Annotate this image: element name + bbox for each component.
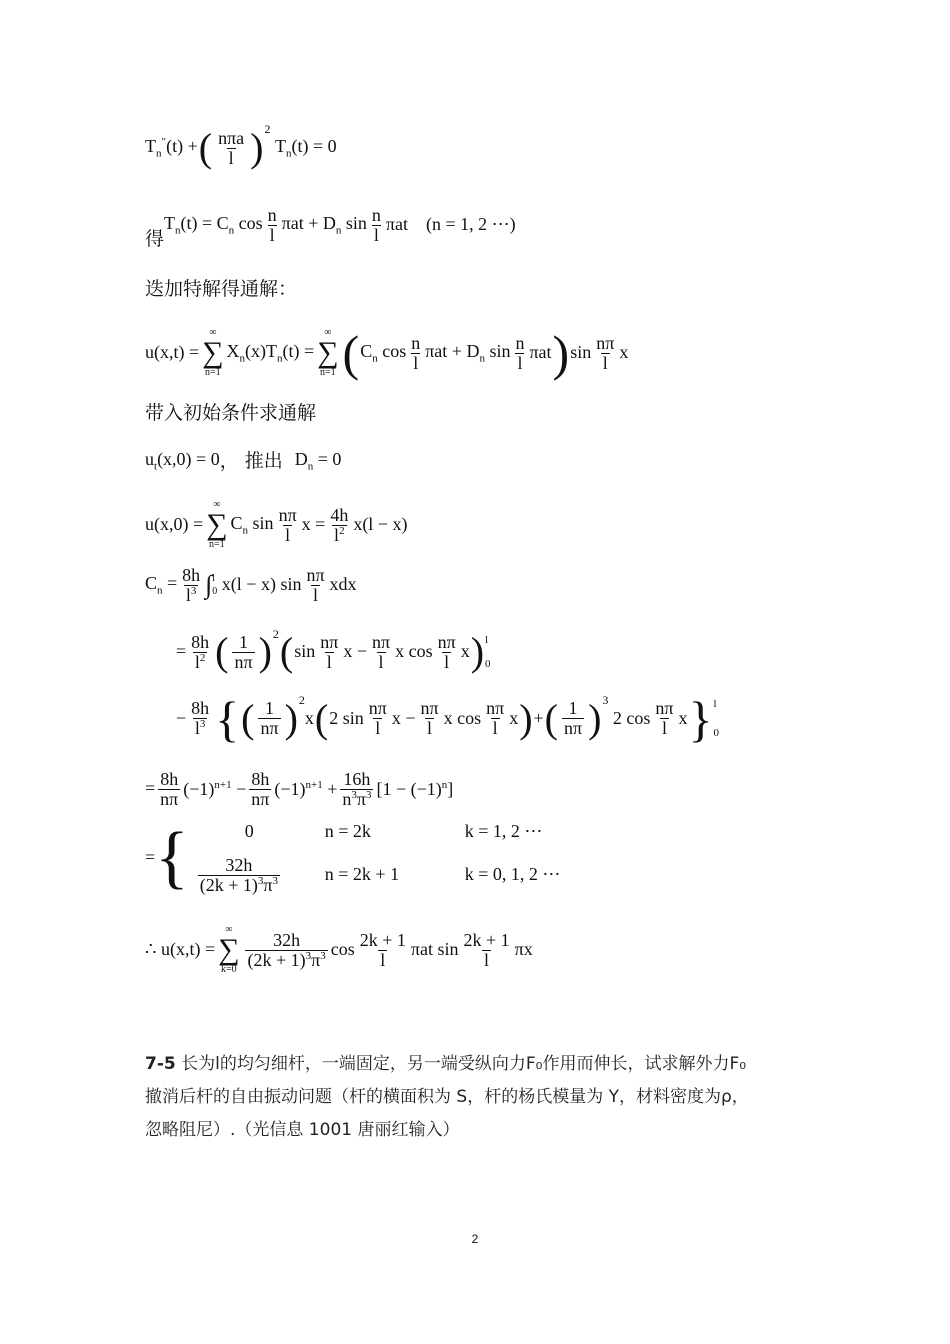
equation-3: u(x,t) = ∞ ∑ n=1 $X_n(x)T_n(t)$ = ∞ ∑ n=1 ( $C_n$ cos $\frac{n}{l}$ $\pi at + D_n$ sin $\frac{n}{l}$ πat ) sin $\frac{n\pi}{l}$ x [145, 325, 629, 381]
equation-9-solution: ∴ u(x,t) = ∞ ∑ k=0 $\frac{32h}{(2k + 1)^3\pi^3}$ cos $\frac{2k + 1}{l}$ πat sin $\frac{2k + 1}{l}$ πx [145, 924, 533, 975]
de-char: 得 [145, 227, 165, 250]
cases-grid [195, 822, 615, 895]
equation-5: $C_n$ = $\frac{8h}{l^3}$ ∫ l 0 x(l − x) sin $\frac{n\pi}{l}$ xdx [145, 565, 357, 605]
case-2-range: k = 0, 1, 2 ⋯ [464, 864, 561, 885]
problem-line-1 [145, 1048, 815, 1081]
case-1-condition: n = 2k [324, 821, 371, 841]
initial-condition-line: $u_t(x,0) = 0$ ， 推出 $D_n = 0$ [145, 449, 342, 473]
piecewise-cases: = { 0 n = 2k k = 1, 2 ⋯ $\frac{32h}{(2k + 1)^3\pi^3}$ n = 2k + 1 k = 0, 1, 2 ⋯ [145, 822, 615, 895]
equation-6: = $\frac{8h}{l^2}$ ( $\frac{1}{n\pi}$ ) 2 ( sin $\frac{n\pi}{l}$ x − $\frac{n\pi}{l}$ x cos $\frac{n\pi}{l}$ x ) l 0 [176, 626, 491, 675]
problem-line-3: 忽略阻尼）.（光信息 1001 唐丽红输入） [145, 1120, 460, 1140]
case-1-range: k = 1, 2 ⋯ [464, 821, 543, 841]
case-1-value: 0 [244, 821, 254, 841]
equation-8: = $\frac{8h}{n\pi}$ $(-1)^{n+1}$ − $\frac{8h}{n\pi}$ $(-1)^{n+1}$ + $\frac{16h}{n^3\pi^3}$ $[1 - (-1)^n]$ [145, 769, 454, 809]
heading-superposition: 迭加特解得通解： [145, 278, 298, 300]
problem-number: 7-5 [145, 1054, 176, 1074]
case-2-value: $\frac{32h}{(2k + 1)^3\pi^3}$ [199, 854, 278, 895]
equation-4: u(x,0) = ∞ ∑ n=1 $C_n$ sin $\frac{n\pi}{l}$ x = $\frac{4h}{l^2}$ x(l − x) [145, 499, 408, 550]
problem-line-2: 撤消后杆的自由振动问题（杆的横面积为 S，杆的杨氏模量为 Y，材料密度为ρ， [145, 1087, 749, 1107]
case-2-condition: n = 2k + 1 [324, 864, 400, 885]
heading-initial-conditions: 带入初始条件求通解 [145, 402, 317, 424]
derive-text: ， 推出 [219, 449, 283, 472]
equation-7: − $\frac{8h}{l^3}$ { ( $\frac{1}{n\pi}$ ) 2 x ( 2 sin $\frac{n\pi}{l}$ x − $\frac{n\pi}{l}$ x cos $\frac{n\pi}{l}$ x ) + ( $\frac{1}{n\pi}$ ) 3 2 cos $\frac{n\pi}{l}$ x } l 0 [176, 690, 720, 747]
page-number: 2 [471, 1232, 479, 1246]
problem-7-5 [145, 1048, 815, 1147]
equation-1: $T_n''(t)$ + ( $\frac{\text{nπa}}{l}$ ) 2 $T_n(t) = 0$ [145, 122, 337, 170]
problem-text-1: 长为l的均匀细杆，一端固定，另一端受纵向力F₀作用而伸长，试求解外力F₀ [181, 1054, 747, 1074]
equation-2: 得 $T_n(t) = C_n$ cos $\frac{n}{l}$ $\pi at + D_n$ sin $\frac{n}{l}$ πat (n = 1, 2 ⋯) [145, 205, 516, 250]
